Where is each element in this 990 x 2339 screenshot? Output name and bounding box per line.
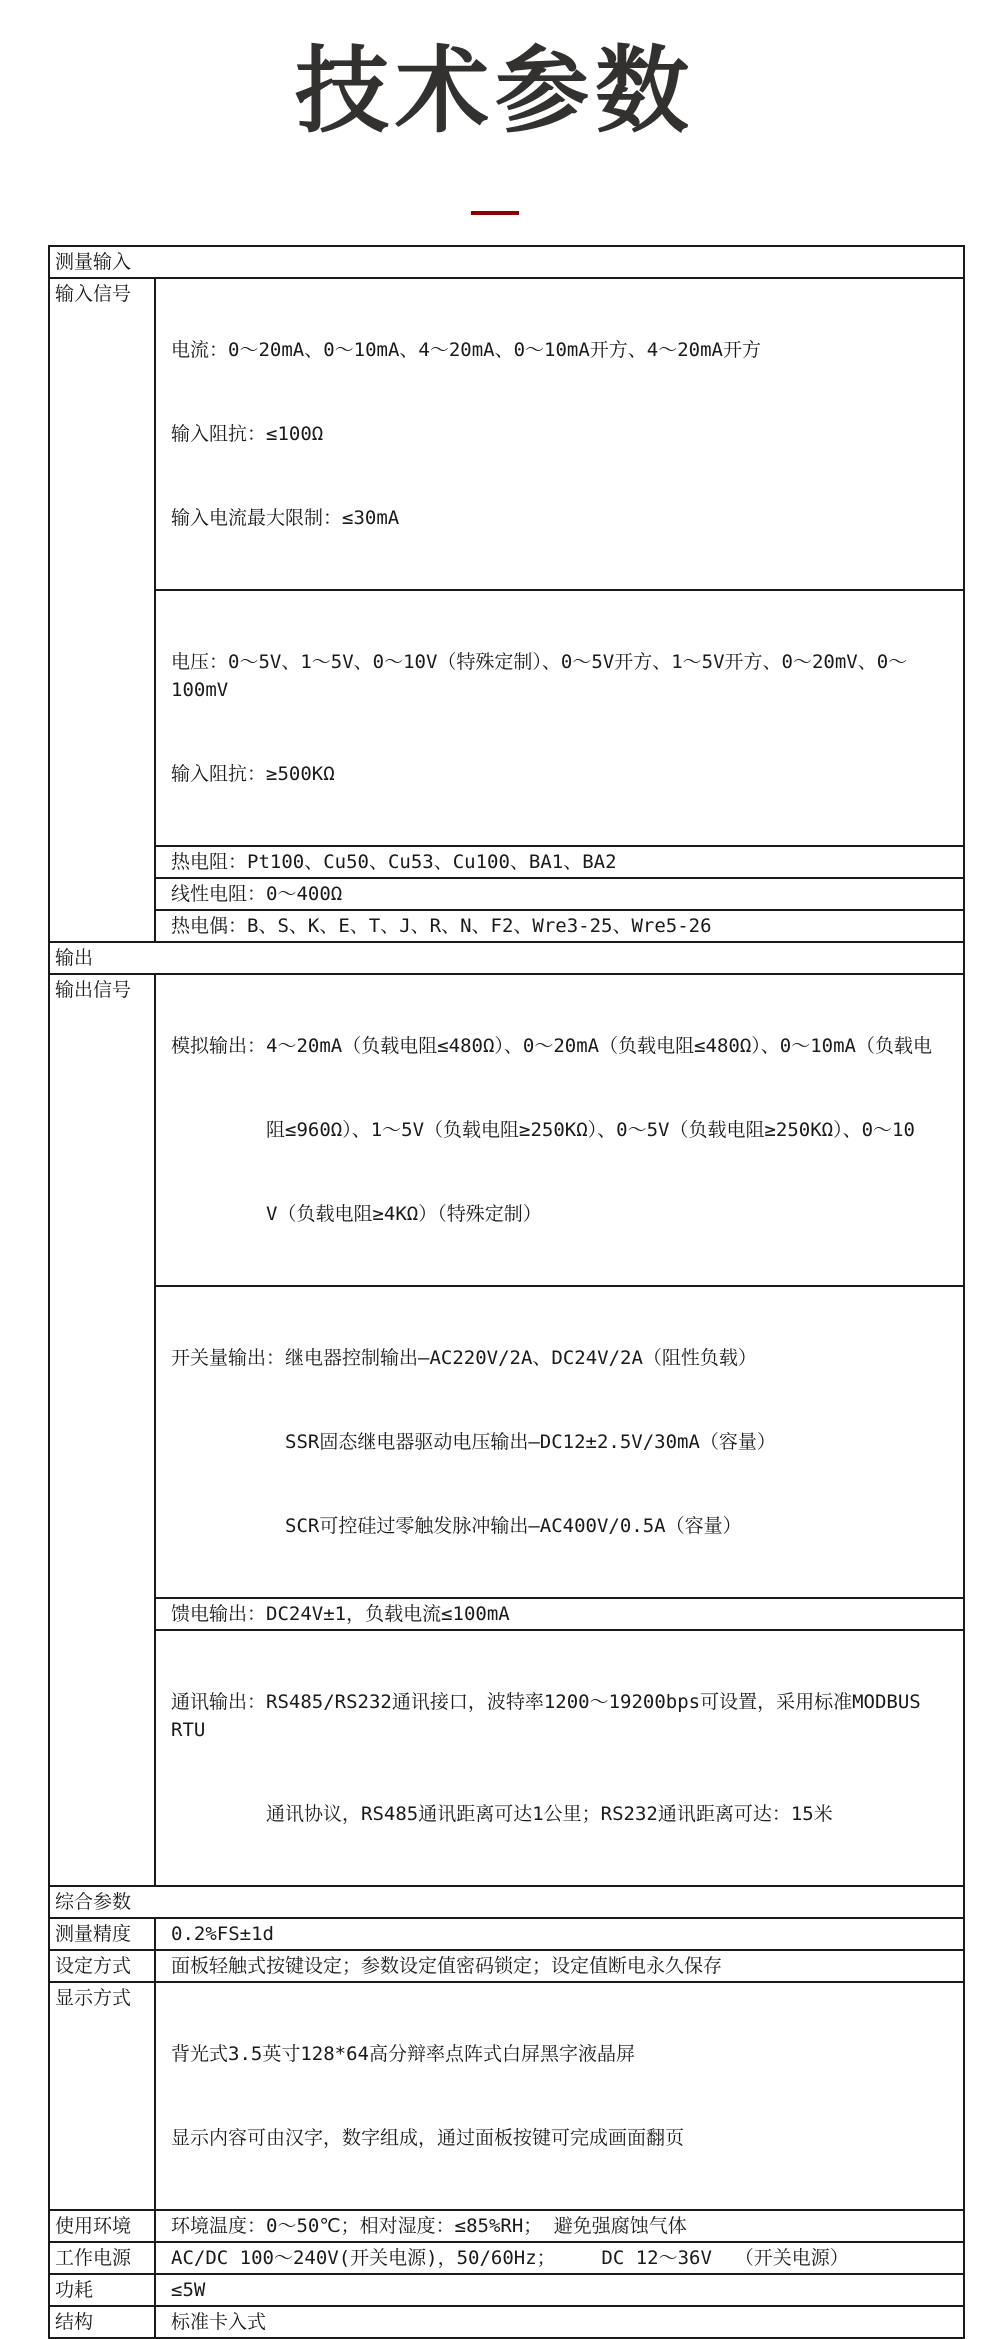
cell-linear-resistance-spec: 线性电阻：0～400Ω	[155, 878, 964, 910]
title-divider	[471, 211, 519, 215]
table-row	[49, 846, 964, 878]
spec-line: 阻≤960Ω）、1～5V（负载电阻≥250KΩ）、0～5V（负载电阻≥250KΩ）、0～10	[266, 1119, 915, 1141]
row-label-power-consumption: 功耗	[49, 2274, 155, 2306]
cell-comm-output-spec	[155, 1630, 964, 1886]
cell-environment: 环境温度：0～50℃；相对湿度：≤85%RH； 避免强腐蚀气体	[155, 2210, 964, 2242]
table-row	[49, 1598, 964, 1630]
spec-line: 通讯协议，RS485通讯距离可达1公里；RS232通讯距离可达：15米	[266, 1803, 833, 1825]
cell-thermocouple-spec: 热电偶：B、S、K、E、T、J、R、N、F2、Wre3-25、Wre5-26	[155, 910, 964, 942]
spec-line: 输入阻抗：≥500KΩ	[171, 763, 335, 785]
cell-voltage-spec	[155, 590, 964, 846]
row-label-setting-method: 设定方式	[49, 1950, 155, 1982]
spec-line: 背光式3.5英寸128*64高分辩率点阵式白屏黑字液晶屏	[171, 2043, 635, 2065]
spec-line: 通讯输出：RS485/RS232通讯接口，波特率1200～19200bps可设置，采用标准MODBUS RTU	[171, 1691, 933, 1741]
cell-power-supply: AC/DC 100～240V(开关电源)，50/60Hz； DC 12～36V （开关电源）	[155, 2242, 964, 2274]
page	[0, 37, 990, 2333]
row-label-input-signal: 输入信号	[49, 278, 155, 942]
spec-line: 电压：0～5V、1～5V、0～10V（特殊定制）、0～5V开方、1～5V开方、0～20mV、0～100mV	[171, 651, 908, 701]
cell-current-spec	[155, 278, 964, 590]
section-header-general: 综合参数	[49, 1886, 964, 1918]
table-row	[49, 942, 964, 974]
spec-table	[48, 245, 965, 2339]
spec-line: 输入电流最大限制：≤30mA	[171, 507, 400, 529]
spec-line: 开关量输出：继电器控制输出—AC220V/2A、DC24V/2A（阻性负载）	[171, 1347, 757, 1369]
row-label-accuracy: 测量精度	[49, 1918, 155, 1950]
table-row	[49, 2210, 964, 2242]
cell-feed-output-spec: 馈电输出：DC24V±1，负载电流≤100mA	[155, 1598, 964, 1630]
spec-line: 电流：0～20mA、0～10mA、4～20mA、0～10mA开方、4～20mA开方	[171, 339, 761, 361]
cell-switch-output-spec	[155, 1286, 964, 1598]
table-row	[49, 1982, 964, 2210]
row-label-power-supply: 工作电源	[49, 2242, 155, 2274]
section-header-output: 输出	[49, 942, 964, 974]
table-row	[49, 1886, 964, 1918]
spec-line: 显示内容可由汉字，数字组成，通过面板按键可完成画面翻页	[171, 2127, 685, 2149]
page-title: 技术参数	[294, 37, 695, 146]
cell-display-method	[155, 1982, 964, 2210]
table-row	[49, 2306, 964, 2338]
table-row	[49, 2274, 964, 2306]
table-row	[49, 2242, 964, 2274]
table-row	[49, 1950, 964, 1982]
spec-line: SCR可控硅过零触发脉冲输出—AC400V/0.5A（容量）	[285, 1515, 742, 1537]
cell-structure: 标准卡入式	[155, 2306, 964, 2338]
table-row	[49, 878, 964, 910]
cell-accuracy: 0.2%FS±1d	[155, 1918, 964, 1950]
table-row	[49, 246, 964, 278]
row-label-display-method: 显示方式	[49, 1982, 155, 2210]
spec-line: V（负载电阻≥4KΩ）（特殊定制）	[266, 1203, 542, 1225]
cell-setting-method: 面板轻触式按键设定；参数设定值密码锁定；设定值断电永久保存	[155, 1950, 964, 1982]
cell-analog-output-spec	[155, 974, 964, 1286]
cell-rtd-spec: 热电阻：Pt100、Cu50、Cu53、Cu100、BA1、BA2	[155, 846, 964, 878]
table-row	[49, 1630, 964, 1886]
table-row	[49, 278, 964, 590]
spec-line: 输入阻抗：≤100Ω	[171, 423, 324, 445]
spec-line: SSR固态继电器驱动电压输出—DC12±2.5V/30mA（容量）	[285, 1431, 776, 1453]
table-row	[49, 974, 964, 1286]
row-label-structure: 结构	[49, 2306, 155, 2338]
row-label-output-signal: 输出信号	[49, 974, 155, 1886]
row-label-environment: 使用环境	[49, 2210, 155, 2242]
section-header-measurement-input: 测量输入	[49, 246, 964, 278]
table-row	[49, 1286, 964, 1598]
spec-line: 模拟输出：4～20mA（负载电阻≤480Ω）、0～20mA（负载电阻≤480Ω）、0～10mA（负载电	[171, 1035, 932, 1057]
table-row	[49, 910, 964, 942]
table-row	[49, 1918, 964, 1950]
cell-power-consumption: ≤5W	[155, 2274, 964, 2306]
table-row	[49, 590, 964, 846]
